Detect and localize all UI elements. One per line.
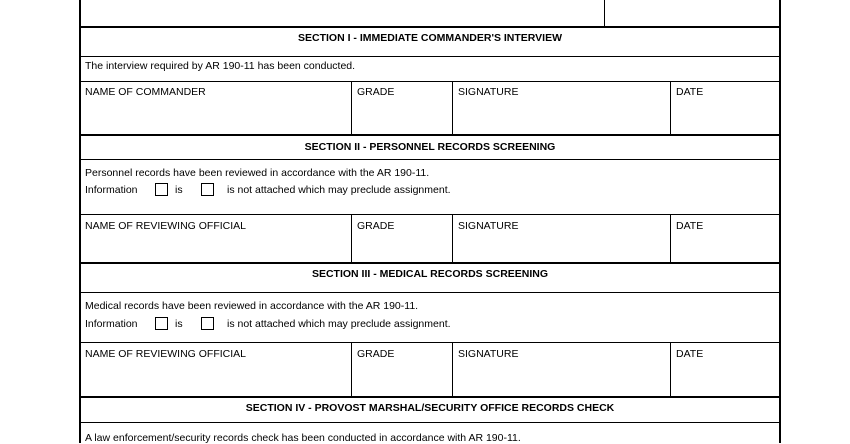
signature-label: SIGNATURE bbox=[458, 348, 519, 360]
rule bbox=[81, 26, 779, 28]
name-of-reviewing-official-label: NAME OF REVIEWING OFFICIAL bbox=[85, 348, 247, 360]
column-divider bbox=[351, 82, 352, 134]
section-1-statement: The interview required by AR 190-11 has been conducted. bbox=[85, 60, 356, 72]
rule bbox=[81, 159, 779, 160]
rule bbox=[81, 214, 779, 215]
grade-label: GRADE bbox=[357, 86, 395, 98]
column-divider bbox=[351, 343, 352, 396]
rule bbox=[81, 396, 779, 398]
section-4-statement: A law enforcement/security records check has been conducted in accordance with AR 190-11. bbox=[85, 432, 521, 444]
name-of-commander-label: NAME OF COMMANDER bbox=[85, 86, 206, 98]
column-divider bbox=[670, 343, 671, 396]
is-label: is bbox=[175, 318, 183, 330]
section-3-statement: Medical records have been reviewed in accordance with the AR 190-11. bbox=[85, 300, 419, 312]
information-label: Information bbox=[85, 184, 138, 196]
column-divider bbox=[670, 215, 671, 262]
is-not-label: is not attached which may preclude assignment. bbox=[227, 184, 451, 196]
is-attached-checkbox[interactable] bbox=[155, 317, 168, 330]
rule bbox=[81, 342, 779, 343]
rule bbox=[81, 422, 779, 423]
rule bbox=[81, 81, 779, 82]
signature-label: SIGNATURE bbox=[458, 86, 519, 98]
is-not-attached-checkbox[interactable] bbox=[201, 317, 214, 330]
date-label: DATE bbox=[676, 348, 704, 360]
rule bbox=[81, 262, 779, 264]
is-not-attached-checkbox[interactable] bbox=[201, 183, 214, 196]
rule bbox=[81, 292, 779, 293]
date-label: DATE bbox=[676, 220, 704, 232]
is-attached-checkbox[interactable] bbox=[155, 183, 168, 196]
information-label: Information bbox=[85, 318, 138, 330]
is-label: is bbox=[175, 184, 183, 196]
section-2-header: SECTION II - PERSONNEL RECORDS SCREENING bbox=[304, 141, 556, 153]
grade-label: GRADE bbox=[357, 348, 395, 360]
column-divider bbox=[452, 82, 453, 134]
column-divider bbox=[452, 215, 453, 262]
rule bbox=[81, 134, 779, 136]
name-of-reviewing-official-label: NAME OF REVIEWING OFFICIAL bbox=[85, 220, 247, 232]
grade-label: GRADE bbox=[357, 220, 395, 232]
column-divider bbox=[351, 215, 352, 262]
date-label: DATE bbox=[676, 86, 704, 98]
column-divider bbox=[452, 343, 453, 396]
signature-label: SIGNATURE bbox=[458, 220, 519, 232]
section-3-header: SECTION III - MEDICAL RECORDS SCREENING bbox=[311, 268, 549, 280]
section-2-statement: Personnel records have been reviewed in accordance with the AR 190-11. bbox=[85, 167, 430, 179]
is-not-label: is not attached which may preclude assignment. bbox=[227, 318, 451, 330]
rule bbox=[81, 56, 779, 57]
section-1-header: SECTION I - IMMEDIATE COMMANDER'S INTERVIEW bbox=[297, 32, 563, 44]
top-row-divider bbox=[604, 0, 605, 27]
form-page bbox=[79, 0, 781, 443]
column-divider bbox=[670, 82, 671, 134]
section-4-header: SECTION IV - PROVOST MARSHAL/SECURITY OFFICE RECORDS CHECK bbox=[245, 402, 615, 414]
